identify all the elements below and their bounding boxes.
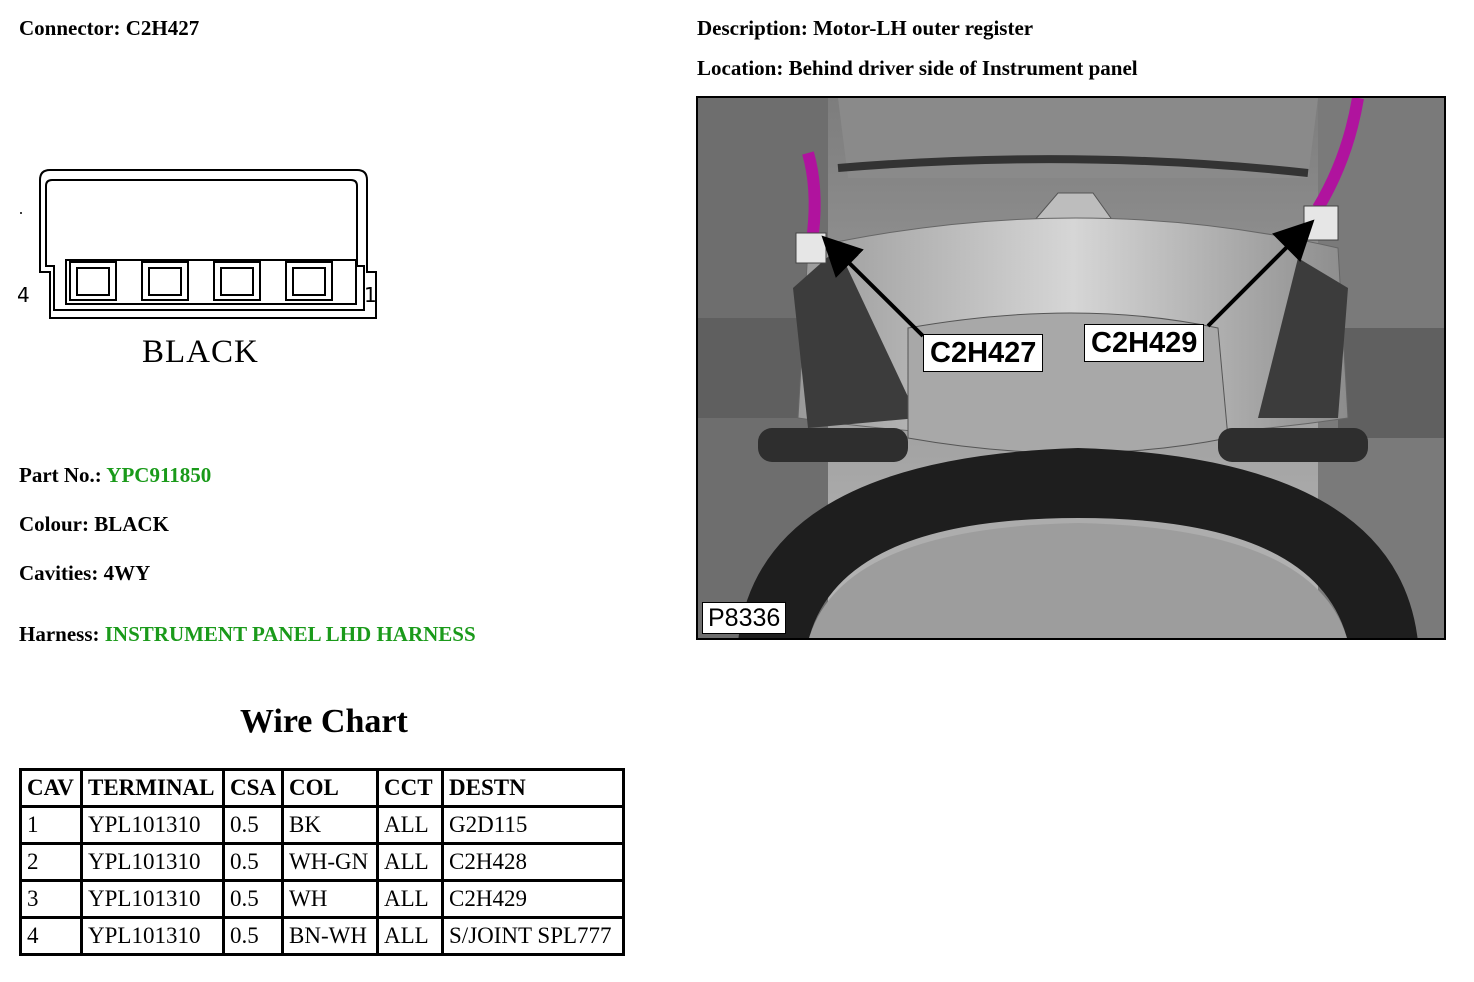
cell-terminal: YPL101310 — [82, 918, 224, 955]
part-number-link[interactable]: YPC911850 — [106, 463, 212, 487]
description-line — [697, 16, 1033, 41]
location-photo — [696, 96, 1446, 640]
cell-destn: G2D115 — [443, 807, 624, 844]
cell-col: BK — [283, 807, 378, 844]
cell-cav: 2 — [21, 844, 82, 881]
header-terminal: TERMINAL — [82, 770, 224, 807]
cell-terminal: YPL101310 — [82, 844, 224, 881]
connector-value: C2H427 — [125, 16, 200, 40]
cavity-1 — [286, 262, 332, 300]
cell-col: WH — [283, 881, 378, 918]
header-col: COL — [283, 770, 378, 807]
cell-destn: C2H428 — [443, 844, 624, 881]
left-harness-wire — [808, 153, 815, 233]
location-line — [697, 56, 1138, 81]
part-number-label: Part No.: — [19, 463, 102, 487]
header-cct: CCT — [378, 770, 443, 807]
colour-value: BLACK — [94, 512, 169, 536]
pin-number-1: 1 — [364, 283, 377, 307]
colour-label: Colour: — [19, 512, 89, 536]
location-label: Location: — [697, 56, 784, 80]
cavities-line — [19, 561, 150, 586]
cell-terminal: YPL101310 — [82, 807, 224, 844]
connector-line — [19, 16, 199, 41]
cavity-3 — [142, 262, 188, 300]
header-csa: CSA — [224, 770, 283, 807]
wire-chart-table — [19, 768, 625, 956]
pin-number-4: 4 — [17, 283, 30, 307]
cell-destn: C2H429 — [443, 881, 624, 918]
cell-terminal: YPL101310 — [82, 881, 224, 918]
cell-destn: S/JOINT SPL777 — [443, 918, 624, 955]
cavity-4 — [70, 262, 116, 300]
cavities-label: Cavities: — [19, 561, 99, 585]
wire-chart-title: Wire Chart — [240, 703, 408, 740]
cell-cav: 4 — [21, 918, 82, 955]
photo-reference-number: P8336 — [702, 602, 786, 634]
description-label: Description: — [697, 16, 808, 40]
cell-cav: 3 — [21, 881, 82, 918]
colour-line — [19, 512, 169, 537]
harness-link[interactable]: INSTRUMENT PANEL LHD HARNESS — [104, 622, 476, 646]
table-row — [21, 881, 624, 918]
cell-cct: ALL — [378, 881, 443, 918]
cavities-value: 4WY — [103, 561, 151, 585]
table-row — [21, 844, 624, 881]
cell-cct: ALL — [378, 918, 443, 955]
harness-label: Harness: — [19, 622, 100, 646]
header-cav: CAV — [21, 770, 82, 807]
harness-line — [19, 622, 476, 647]
cell-cct: ALL — [378, 807, 443, 844]
cell-csa: 0.5 — [224, 918, 283, 955]
connector-label: Connector: — [19, 16, 121, 40]
connector-inner-outline — [46, 180, 364, 310]
cell-cav: 1 — [21, 807, 82, 844]
cell-csa: 0.5 — [224, 881, 283, 918]
steering-column-illustration — [698, 98, 1446, 640]
location-value: Behind driver side of Instrument panel — [788, 56, 1138, 80]
connector-color-label: BLACK — [142, 334, 259, 370]
cell-csa: 0.5 — [224, 807, 283, 844]
part-number-line — [19, 463, 211, 488]
table-header-row — [21, 770, 624, 807]
cell-csa: 0.5 — [224, 844, 283, 881]
table-row — [21, 807, 624, 844]
cell-col: WH-GN — [283, 844, 378, 881]
header-destn: DESTN — [443, 770, 624, 807]
cell-cct: ALL — [378, 844, 443, 881]
cavity-2 — [214, 262, 260, 300]
callout-c2h427: C2H427 — [923, 334, 1043, 372]
cell-col: BN-WH — [283, 918, 378, 955]
description-value: Motor-LH outer register — [813, 16, 1034, 40]
callout-c2h429: C2H429 — [1084, 324, 1204, 362]
table-row — [21, 918, 624, 955]
